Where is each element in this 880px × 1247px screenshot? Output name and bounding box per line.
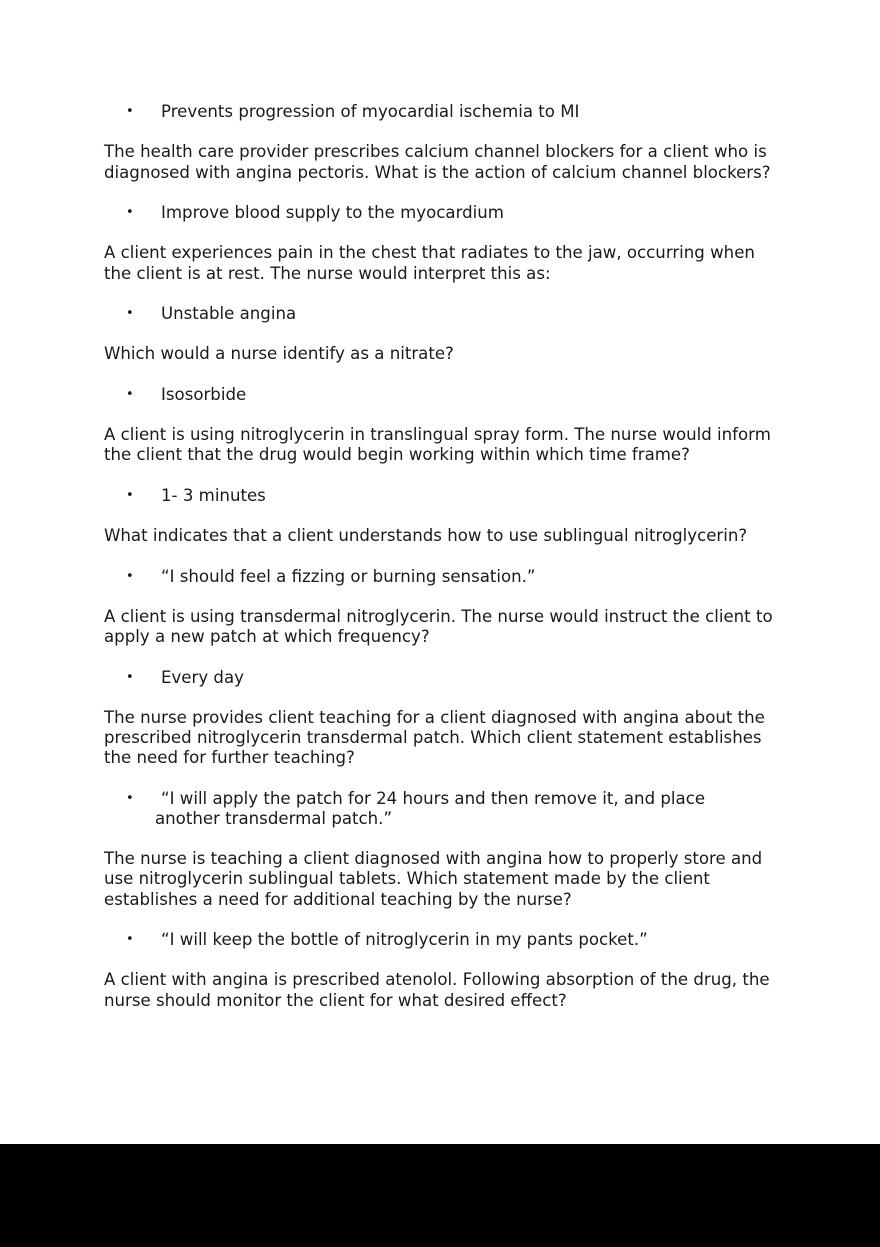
- answer-item: [104, 789, 784, 829]
- bullet-icon: •: [126, 305, 134, 321]
- answer-text: “I should feel a fizzing or burning sensation.”: [161, 566, 536, 586]
- bullet-icon: •: [126, 790, 134, 806]
- answer-text: Isosorbide: [161, 384, 247, 404]
- bullet-icon: •: [126, 487, 134, 503]
- question-text: The nurse provides client teaching for a client diagnosed with angina about the prescribed nitroglycerin transdermal patch. Which client statement establishes the need for further teaching?: [104, 707, 765, 768]
- answer-item: [104, 668, 784, 688]
- question-text: The health care provider prescribes calcium channel blockers for a client who is diagnosed with angina pectoris. What is the action of calcium channel blockers?: [104, 142, 771, 182]
- bullet-icon: •: [126, 386, 134, 402]
- bullet-icon: •: [126, 568, 134, 584]
- bullet-icon: •: [126, 204, 134, 220]
- answer-item: [104, 930, 784, 950]
- question-text: A client is using transdermal nitroglycerin. The nurse would instruct the client to apply a new patch at which frequency?: [104, 606, 773, 647]
- question-text: A client is using nitroglycerin in translingual spray form. The nurse would inform the client that the drug would begin working within which time frame?: [104, 425, 771, 465]
- answer-item: [104, 102, 784, 122]
- answer-text: Improve blood supply to the myocardium: [161, 202, 504, 222]
- answer-text: Every day: [161, 667, 244, 687]
- answer-text: 1- 3 minutes: [161, 485, 266, 505]
- answer-text: “I will keep the bottle of nitroglycerin in my pants pocket.”: [161, 930, 648, 950]
- page-bottom-black-bar: [0, 1144, 880, 1247]
- bullet-icon: •: [126, 669, 134, 685]
- answer-text: Prevents progression of myocardial ischemia to MI: [161, 102, 580, 121]
- question-text: A client with angina is prescribed atenolol. Following absorption of the drug, the nurse should monitor the client for what desired effect?: [104, 970, 770, 1010]
- answer-text-line-2: another transdermal patch.”: [155, 808, 393, 828]
- answer-text: [155, 789, 784, 829]
- answer-text-line-1: “I will apply the patch for 24 hours and then remove it, and place: [161, 788, 706, 808]
- question-text: The nurse is teaching a client diagnosed with angina how to properly store and use nitroglycerin sublingual tablets. Which statement made by the client establishes a need for additional teaching by the nurse?: [104, 849, 763, 909]
- answer-item: [104, 385, 784, 405]
- answer-text: Unstable angina: [161, 303, 297, 323]
- answer-item: [104, 567, 784, 587]
- bullet-icon: •: [126, 104, 134, 119]
- question-text: What indicates that a client understands how to use sublingual nitroglycerin?: [104, 526, 748, 546]
- answer-item: [104, 203, 784, 223]
- question-text: Which would a nurse identify as a nitrate?: [104, 344, 454, 364]
- answer-item: [104, 486, 784, 506]
- question-text: A client experiences pain in the chest that radiates to the jaw, occurring when the client is at rest. The nurse would interpret this as:: [104, 243, 755, 283]
- answer-item: [104, 304, 784, 324]
- bullet-icon: •: [126, 932, 134, 948]
- document-content: [104, 102, 784, 1011]
